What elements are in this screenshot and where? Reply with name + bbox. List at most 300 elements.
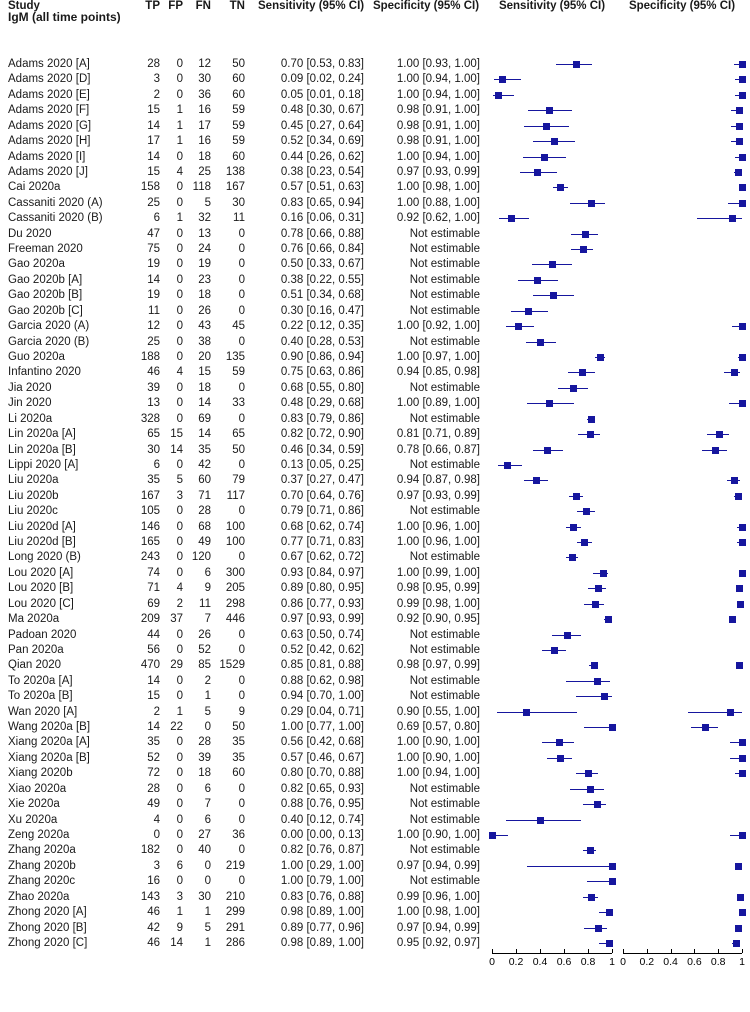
- row-sensitivity-value: 0.88 [0.76, 0.95]: [280, 798, 364, 811]
- row-sensitivity-value: 0.86 [0.77, 0.93]: [280, 597, 364, 610]
- row-fp-value: 0: [176, 381, 183, 394]
- specificity-point-marker: [739, 400, 746, 407]
- forest-row: [0, 365, 750, 380]
- forest-row: [0, 72, 750, 87]
- specificity-point-marker: [736, 585, 743, 592]
- row-specificity-value: Not estimable: [409, 813, 480, 826]
- sensitivity-axis-tick-label: 0: [489, 956, 495, 969]
- row-tp-value: 35: [147, 474, 160, 487]
- forest-row: [0, 628, 750, 643]
- column-header-sensitivity: Sensitivity (95% CI): [258, 0, 365, 12]
- row-specificity-value: 1.00 [0.88, 1.00]: [396, 196, 480, 209]
- forest-row: [0, 134, 750, 149]
- forest-row: [0, 196, 750, 211]
- row-fn-value: 1: [204, 936, 211, 949]
- row-tp-value: 209: [140, 613, 160, 626]
- row-fn-value: 0: [204, 859, 211, 872]
- row-tp-value: 47: [147, 227, 160, 240]
- row-sensitivity-value: 0.45 [0.27, 0.64]: [280, 119, 364, 132]
- row-fp-value: 0: [176, 736, 183, 749]
- forest-row: [0, 227, 750, 242]
- row-study-label: Lin 2020a [A]: [8, 428, 76, 441]
- sensitivity-point-marker: [579, 369, 586, 376]
- specificity-axis-tick: [718, 949, 719, 953]
- forest-row: [0, 319, 750, 334]
- row-tp-value: 13: [147, 397, 160, 410]
- row-specificity-value: Not estimable: [409, 243, 480, 256]
- row-fn-value: 40: [198, 844, 211, 857]
- sensitivity-point-marker: [592, 601, 599, 608]
- row-tp-value: 182: [140, 844, 160, 857]
- row-specificity-value: 0.97 [0.93, 0.99]: [396, 489, 480, 502]
- forest-row: [0, 150, 750, 165]
- specificity-point-marker: [712, 447, 719, 454]
- row-tp-value: 11: [148, 304, 160, 317]
- row-fp-value: 22: [170, 721, 183, 734]
- sensitivity-ci-line: [497, 712, 577, 713]
- row-tn-value: 79: [232, 474, 245, 487]
- row-tp-value: 14: [147, 721, 160, 734]
- row-specificity-value: Not estimable: [409, 628, 480, 641]
- row-study-label: Gao 2020b [C]: [8, 304, 83, 317]
- sensitivity-point-marker: [570, 385, 577, 392]
- sensitivity-axis-line: [492, 953, 612, 954]
- sensitivity-point-marker: [544, 447, 551, 454]
- specificity-axis-tick: [742, 949, 743, 953]
- row-fp-value: 29: [170, 659, 183, 672]
- row-tp-value: 15: [147, 690, 160, 703]
- row-fn-value: 38: [198, 335, 211, 348]
- row-fn-value: 2: [204, 674, 211, 687]
- row-fn-value: 0: [204, 875, 211, 888]
- row-sensitivity-value: 0.80 [0.70, 0.88]: [280, 767, 364, 780]
- row-tn-value: 167: [225, 181, 245, 194]
- sensitivity-point-marker: [533, 477, 540, 484]
- row-sensitivity-value: 0.22 [0.12, 0.35]: [280, 320, 364, 333]
- row-sensitivity-value: 0.83 [0.65, 0.94]: [280, 196, 364, 209]
- row-study-label: Du 2020: [8, 227, 52, 240]
- row-fp-value: 0: [176, 227, 183, 240]
- sensitivity-point-marker: [523, 709, 530, 716]
- forest-row: [0, 180, 750, 195]
- row-tn-value: 0: [238, 412, 245, 425]
- row-fp-value: 0: [176, 829, 183, 841]
- row-specificity-value: 0.97 [0.94, 0.99]: [396, 921, 480, 934]
- forest-row: [0, 88, 750, 103]
- sensitivity-point-marker: [591, 662, 598, 669]
- row-specificity-value: Not estimable: [409, 782, 480, 795]
- row-fp-value: 4: [176, 165, 183, 178]
- sensitivity-point-marker: [588, 894, 595, 901]
- column-header-tp: TP: [145, 0, 160, 12]
- row-fn-value: 18: [198, 289, 211, 302]
- specificity-point-marker: [739, 76, 746, 83]
- row-study-label: Zhong 2020 [B]: [8, 921, 87, 934]
- specificity-axis-tick: [671, 949, 672, 953]
- row-fp-value: 0: [176, 289, 183, 302]
- sensitivity-axis-tick: [564, 949, 565, 953]
- sensitivity-point-marker: [541, 154, 548, 161]
- row-fn-value: 49: [198, 536, 211, 549]
- row-tn-value: 0: [238, 505, 245, 518]
- row-fp-value: 0: [176, 181, 183, 194]
- row-sensitivity-value: 0.83 [0.79, 0.86]: [280, 412, 364, 425]
- row-fp-value: 0: [176, 412, 183, 425]
- specificity-point-marker: [735, 863, 742, 870]
- forest-row: [0, 658, 750, 673]
- row-tp-value: 46: [147, 936, 160, 949]
- row-tn-value: 298: [225, 597, 245, 610]
- row-sensitivity-value: 0.40 [0.12, 0.74]: [280, 813, 364, 826]
- forest-row: [0, 921, 750, 936]
- row-fp-value: 0: [176, 150, 183, 163]
- forest-row: [0, 720, 750, 735]
- row-specificity-value: Not estimable: [409, 289, 480, 302]
- specificity-point-marker: [727, 709, 734, 716]
- row-study-label: Pan 2020a: [8, 643, 64, 656]
- specificity-axis-line: [623, 953, 742, 954]
- row-specificity-value: 0.99 [0.96, 1.00]: [396, 890, 480, 903]
- row-fn-value: 30: [198, 73, 211, 86]
- forest-row: [0, 843, 750, 858]
- row-fn-value: 18: [198, 150, 211, 163]
- row-sensitivity-value: 0.97 [0.93, 0.99]: [280, 613, 364, 626]
- forest-row: [0, 335, 750, 350]
- row-specificity-value: 1.00 [0.98, 1.00]: [396, 906, 480, 919]
- row-fp-value: 0: [176, 767, 183, 780]
- row-tn-value: 138: [225, 165, 245, 178]
- row-tp-value: 3: [153, 73, 160, 86]
- row-tn-value: 59: [232, 366, 245, 379]
- forest-row: [0, 674, 750, 689]
- sensitivity-point-marker: [546, 107, 553, 114]
- row-fn-value: 1: [204, 690, 211, 703]
- row-tp-value: 65: [147, 428, 160, 441]
- row-tp-value: 6: [153, 458, 160, 471]
- row-fp-value: 14: [170, 443, 183, 456]
- row-sensitivity-value: 0.30 [0.16, 0.47]: [280, 304, 364, 317]
- row-study-label: Zhong 2020 [A]: [8, 906, 87, 919]
- row-fn-value: 5: [204, 196, 211, 209]
- row-fn-value: 18: [198, 381, 211, 394]
- row-tp-value: 46: [147, 366, 160, 379]
- forest-row: [0, 473, 750, 488]
- sensitivity-point-marker: [534, 277, 541, 284]
- row-specificity-value: 0.97 [0.93, 0.99]: [396, 165, 480, 178]
- row-sensitivity-value: 0.88 [0.62, 0.98]: [280, 674, 364, 687]
- column-header-tn: TN: [229, 0, 245, 12]
- row-fp-value: 0: [176, 273, 183, 286]
- sensitivity-point-marker: [606, 940, 613, 947]
- row-fp-value: 1: [176, 135, 183, 148]
- forest-row: [0, 458, 750, 473]
- sensitivity-point-marker: [573, 61, 580, 68]
- row-fn-value: 36: [198, 88, 211, 101]
- specificity-axis-tick: [623, 949, 624, 953]
- row-study-label: Padoan 2020: [8, 628, 77, 641]
- row-sensitivity-value: 0.79 [0.71, 0.86]: [280, 505, 364, 518]
- specificity-axis-tick: [694, 949, 695, 953]
- row-tn-value: 0: [238, 643, 245, 656]
- row-sensitivity-value: 0.38 [0.23, 0.54]: [280, 165, 364, 178]
- row-tn-value: 0: [238, 674, 245, 687]
- row-tn-value: 0: [238, 273, 245, 286]
- row-fp-value: 0: [176, 505, 183, 518]
- sensitivity-point-marker: [537, 339, 544, 346]
- row-tn-value: 0: [238, 304, 245, 317]
- row-fp-value: 0: [176, 875, 183, 888]
- row-tn-value: 50: [232, 58, 245, 70]
- row-tn-value: 286: [225, 936, 245, 949]
- column-header-specificity-plot: Specificity (95% CI): [628, 0, 736, 12]
- row-fp-value: 0: [176, 643, 183, 656]
- sensitivity-axis-tick-label: 0.2: [508, 956, 524, 969]
- forest-row: [0, 489, 750, 504]
- sensitivity-point-marker: [534, 169, 541, 176]
- specificity-axis-tick: [647, 949, 648, 953]
- sensitivity-point-marker: [489, 832, 496, 839]
- row-tp-value: 16: [147, 875, 160, 888]
- row-fn-value: 19: [198, 258, 211, 271]
- row-study-label: Qian 2020: [8, 659, 62, 672]
- row-fp-value: 9: [176, 921, 183, 934]
- row-tn-value: 59: [232, 104, 245, 117]
- row-tp-value: 6: [153, 212, 160, 225]
- sensitivity-axis-tick-label: 1: [609, 956, 615, 969]
- specificity-point-marker: [739, 323, 746, 330]
- row-tn-value: 205: [225, 582, 245, 595]
- sensitivity-point-marker: [550, 292, 557, 299]
- row-tn-value: 210: [225, 890, 245, 903]
- row-fn-value: 6: [204, 566, 211, 579]
- row-tp-value: 167: [140, 489, 160, 502]
- row-fn-value: 13: [198, 227, 211, 240]
- row-tp-value: 2: [153, 705, 160, 718]
- row-study-label: Gao 2020b [A]: [8, 273, 83, 286]
- row-sensitivity-value: 0.46 [0.34, 0.59]: [280, 443, 364, 456]
- row-tp-value: 14: [147, 150, 160, 163]
- sensitivity-point-marker: [570, 524, 577, 531]
- row-fn-value: 11: [199, 597, 211, 610]
- sensitivity-ci-line: [506, 820, 580, 821]
- row-fn-value: 26: [198, 304, 211, 317]
- forest-row: [0, 689, 750, 704]
- sensitivity-axis-tick-label: 0.8: [580, 956, 596, 969]
- row-tn-value: 0: [238, 243, 245, 256]
- row-study-label: To 2020a [A]: [8, 674, 73, 687]
- row-fp-value: 0: [176, 243, 183, 256]
- forest-row: [0, 165, 750, 180]
- row-study-label: Garcia 2020 (B): [8, 335, 90, 348]
- row-specificity-value: Not estimable: [409, 798, 480, 811]
- row-tp-value: 165: [140, 536, 160, 549]
- row-fp-value: 3: [176, 890, 183, 903]
- row-sensitivity-value: 0.94 [0.70, 1.00]: [280, 690, 364, 703]
- row-fp-value: 14: [170, 936, 183, 949]
- row-fn-value: 28: [198, 736, 211, 749]
- row-fn-value: 68: [198, 520, 211, 533]
- row-specificity-value: 0.81 [0.71, 0.89]: [396, 428, 480, 441]
- row-tn-value: 50: [232, 721, 245, 734]
- row-fp-value: 0: [176, 782, 183, 795]
- row-fp-value: 0: [176, 551, 183, 564]
- row-study-label: Gao 2020b [B]: [8, 289, 83, 302]
- row-fn-value: 27: [198, 829, 211, 841]
- forest-row: [0, 597, 750, 612]
- row-fn-value: 20: [198, 350, 211, 363]
- row-specificity-value: Not estimable: [409, 674, 480, 687]
- row-sensitivity-value: 0.98 [0.89, 1.00]: [280, 936, 364, 949]
- row-study-label: Adams 2020 [G]: [8, 119, 92, 132]
- sensitivity-point-marker: [609, 863, 616, 870]
- row-specificity-value: 1.00 [0.92, 1.00]: [396, 320, 480, 333]
- row-tp-value: 470: [140, 659, 160, 672]
- row-tn-value: 33: [232, 397, 245, 410]
- row-sensitivity-value: 1.00 [0.77, 1.00]: [280, 721, 364, 734]
- sensitivity-point-marker: [546, 400, 553, 407]
- row-tp-value: 17: [147, 135, 160, 148]
- sensitivity-point-marker: [600, 570, 607, 577]
- row-specificity-value: Not estimable: [409, 412, 480, 425]
- specificity-point-marker: [739, 200, 746, 207]
- row-study-label: Gao 2020a: [8, 258, 65, 271]
- forest-row: [0, 782, 750, 797]
- row-specificity-value: 0.97 [0.94, 0.99]: [396, 859, 480, 872]
- column-header-fn: FN: [195, 0, 211, 12]
- row-study-label: Adams 2020 [H]: [8, 135, 91, 148]
- row-tp-value: 49: [147, 798, 160, 811]
- row-tn-value: 0: [238, 227, 245, 240]
- column-header-fp: FP: [168, 0, 183, 12]
- row-tn-value: 0: [238, 690, 245, 703]
- row-sensitivity-value: 0.50 [0.33, 0.67]: [280, 258, 364, 271]
- sensitivity-axis-tick: [492, 949, 493, 953]
- sensitivity-point-marker: [564, 632, 571, 639]
- row-fn-value: 118: [192, 181, 211, 194]
- sensitivity-point-marker: [551, 138, 558, 145]
- row-study-label: Li 2020a: [8, 412, 53, 425]
- row-sensitivity-value: 1.00 [0.29, 1.00]: [280, 859, 364, 872]
- forest-row: [0, 57, 750, 72]
- sensitivity-point-marker: [587, 431, 594, 438]
- row-study-label: Jin 2020: [8, 397, 52, 410]
- forest-row: [0, 119, 750, 134]
- row-fn-value: 30: [198, 890, 211, 903]
- specificity-point-marker: [736, 107, 743, 114]
- sensitivity-point-marker: [597, 354, 604, 361]
- sensitivity-point-marker: [499, 76, 506, 83]
- row-sensitivity-value: 0.38 [0.22, 0.55]: [280, 273, 364, 286]
- sensitivity-axis-tick-label: 0.6: [556, 956, 572, 969]
- row-sensitivity-value: 0.13 [0.05, 0.25]: [280, 458, 364, 471]
- row-tn-value: 0: [238, 782, 245, 795]
- row-fp-value: 1: [176, 705, 183, 718]
- row-fn-value: 43: [198, 320, 211, 333]
- row-specificity-value: 0.94 [0.87, 0.98]: [396, 474, 480, 487]
- sensitivity-point-marker: [587, 786, 594, 793]
- row-specificity-value: Not estimable: [409, 875, 480, 888]
- row-fp-value: 1: [176, 906, 183, 919]
- specificity-point-marker: [735, 493, 742, 500]
- row-tp-value: 35: [147, 736, 160, 749]
- row-specificity-value: 1.00 [0.99, 1.00]: [396, 566, 480, 579]
- row-study-label: Xu 2020a: [8, 813, 58, 826]
- row-sensitivity-value: 0.82 [0.72, 0.90]: [280, 428, 364, 441]
- row-specificity-value: Not estimable: [409, 258, 480, 271]
- row-study-label: Lin 2020a [B]: [8, 443, 76, 456]
- row-fp-value: 0: [176, 196, 183, 209]
- row-fp-value: 0: [176, 88, 183, 101]
- forest-row: [0, 874, 750, 889]
- row-fn-value: 23: [198, 273, 211, 286]
- row-tp-value: 42: [147, 921, 160, 934]
- row-study-label: Cai 2020a: [8, 181, 61, 194]
- specificity-point-marker: [733, 940, 740, 947]
- specificity-point-marker: [739, 832, 746, 839]
- specificity-axis-tick-label: 1: [739, 956, 745, 969]
- column-header-study: Study: [8, 0, 40, 12]
- forest-row: [0, 550, 750, 565]
- row-fp-value: 0: [176, 674, 183, 687]
- row-sensitivity-value: 0.29 [0.04, 0.71]: [280, 705, 364, 718]
- row-fp-value: 0: [176, 397, 183, 410]
- row-fn-value: 42: [198, 458, 211, 471]
- row-tn-value: 0: [238, 551, 245, 564]
- row-tp-value: 19: [147, 258, 160, 271]
- specificity-point-marker: [736, 138, 743, 145]
- row-fn-value: 32: [198, 212, 211, 225]
- sensitivity-point-marker: [601, 693, 608, 700]
- specificity-point-marker: [739, 909, 746, 916]
- row-specificity-value: Not estimable: [409, 690, 480, 703]
- row-specificity-value: Not estimable: [409, 227, 480, 240]
- row-specificity-value: Not estimable: [409, 335, 480, 348]
- row-tp-value: 30: [147, 443, 160, 456]
- sensitivity-point-marker: [588, 200, 595, 207]
- forest-row: [0, 257, 750, 272]
- row-study-label: Infantino 2020: [8, 366, 81, 379]
- sensitivity-point-marker: [537, 817, 544, 824]
- row-tp-value: 44: [147, 628, 160, 641]
- row-study-label: Xiang 2020a [B]: [8, 751, 90, 764]
- row-sensitivity-value: 0.83 [0.76, 0.88]: [280, 890, 364, 903]
- row-tp-value: 15: [147, 104, 160, 117]
- forest-row: [0, 766, 750, 781]
- forest-row: [0, 859, 750, 874]
- row-sensitivity-value: 0.68 [0.55, 0.80]: [280, 381, 364, 394]
- row-tn-value: 60: [232, 88, 245, 101]
- row-tp-value: 25: [147, 335, 160, 348]
- row-specificity-value: 1.00 [0.97, 1.00]: [396, 350, 480, 363]
- sensitivity-point-marker: [583, 508, 590, 515]
- forest-row: [0, 735, 750, 750]
- row-fp-value: 0: [176, 690, 183, 703]
- row-tp-value: 52: [147, 751, 160, 764]
- row-sensitivity-value: 0.40 [0.28, 0.53]: [280, 335, 364, 348]
- row-study-label: Adams 2020 [J]: [8, 165, 88, 178]
- row-fn-value: 5: [204, 921, 211, 934]
- sensitivity-point-marker: [606, 909, 613, 916]
- sensitivity-point-marker: [609, 724, 616, 731]
- row-sensitivity-value: 0.82 [0.76, 0.87]: [280, 844, 364, 857]
- specificity-point-marker: [739, 354, 746, 361]
- row-specificity-value: Not estimable: [409, 304, 480, 317]
- forest-row: [0, 813, 750, 828]
- sensitivity-point-marker: [580, 246, 587, 253]
- specificity-point-marker: [739, 154, 746, 161]
- row-study-label: Adams 2020 [D]: [8, 73, 91, 86]
- row-tp-value: 46: [147, 906, 160, 919]
